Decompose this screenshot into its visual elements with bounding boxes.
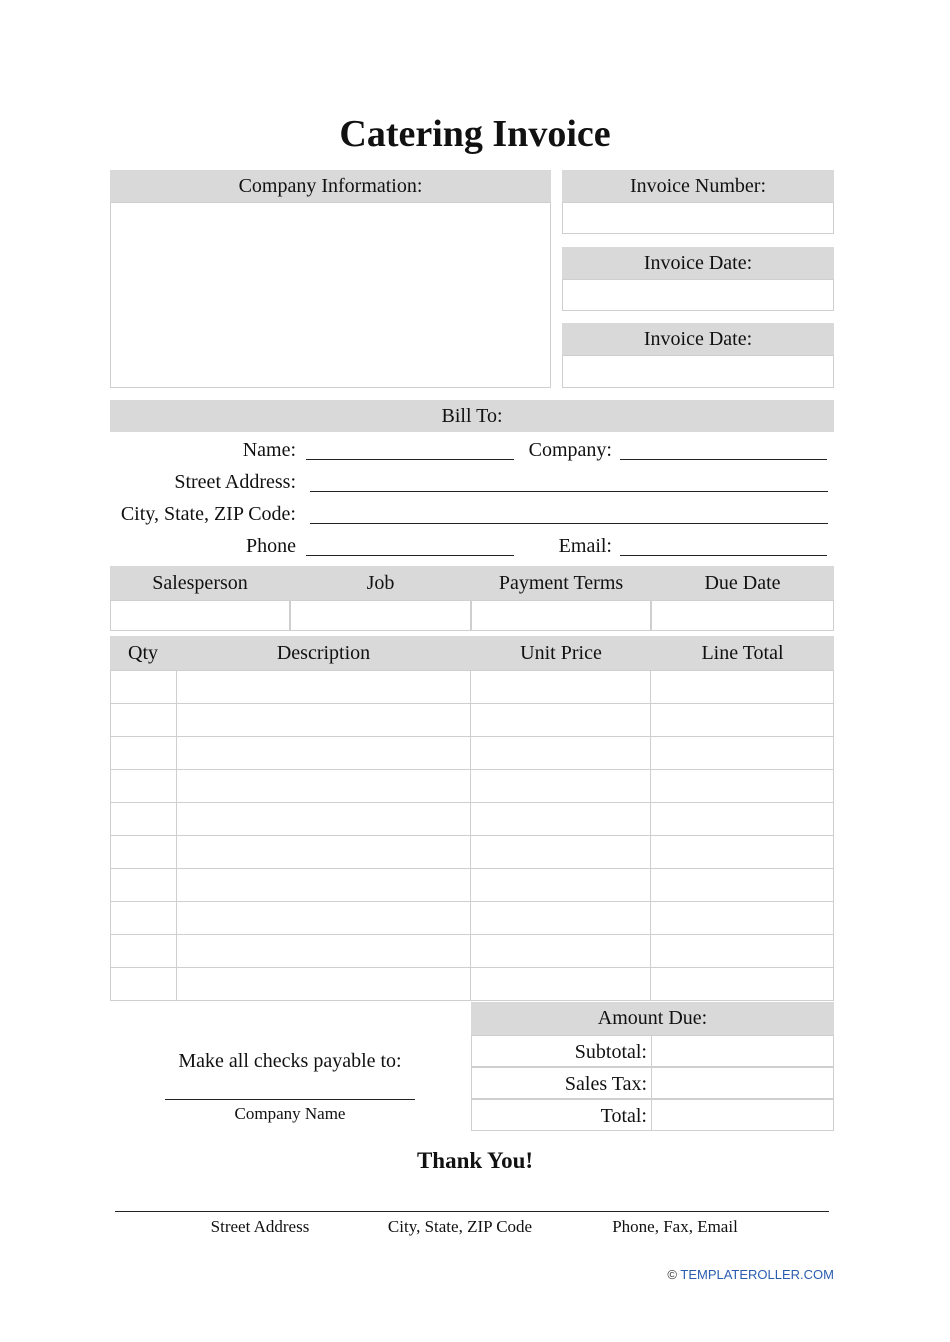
items-table-body <box>110 670 834 1001</box>
bill-to-header: Bill To: <box>110 400 834 432</box>
terms-table <box>110 566 834 631</box>
unit-price-cell[interactable] <box>471 770 651 803</box>
qty-cell[interactable] <box>111 803 177 836</box>
qty-cell[interactable] <box>111 836 177 869</box>
company-input-line[interactable] <box>620 459 827 460</box>
invoice-date-box-2 <box>562 323 834 388</box>
amount-due-header: Amount Due: <box>471 1002 834 1035</box>
description-cell[interactable] <box>176 737 471 770</box>
invoice-date-label-2: Invoice Date: <box>562 323 834 355</box>
qty-cell[interactable] <box>111 968 177 1001</box>
name-input-line[interactable] <box>306 459 514 460</box>
item-row <box>111 803 834 836</box>
description-cell[interactable] <box>176 968 471 1001</box>
total-field[interactable] <box>651 1099 834 1131</box>
line-total-cell[interactable] <box>651 968 834 1001</box>
description-cell[interactable] <box>176 704 471 737</box>
footer-phone-fax-email: Phone, Fax, Email <box>612 1217 738 1236</box>
qty-cell[interactable] <box>111 704 177 737</box>
city-state-zip-label: City, State, ZIP Code: <box>120 503 296 525</box>
item-row <box>111 770 834 803</box>
company-info-box <box>110 170 551 388</box>
item-row <box>111 704 834 737</box>
sales-tax-row <box>471 1067 834 1099</box>
item-row <box>111 836 834 869</box>
street-address-label: Street Address: <box>174 471 296 493</box>
line-total-cell[interactable] <box>651 671 834 704</box>
unit-price-cell[interactable] <box>471 737 651 770</box>
unit-price-cell[interactable] <box>471 869 651 902</box>
description-cell[interactable] <box>176 770 471 803</box>
footer-city-state-zip: City, State, ZIP Code <box>387 1217 533 1236</box>
unit-price-cell[interactable] <box>471 935 651 968</box>
copyright-line <box>620 1267 834 1282</box>
sales-tax-field[interactable] <box>651 1067 834 1099</box>
unit-price-cell[interactable] <box>471 803 651 836</box>
item-row <box>111 968 834 1001</box>
description-cell[interactable] <box>176 671 471 704</box>
payment-terms-header: Payment Terms <box>471 566 651 600</box>
email-label: Email: <box>558 535 612 557</box>
line-total-cell[interactable] <box>651 803 834 836</box>
thank-you-text: Thank You! <box>416 1148 534 1173</box>
street-address-input-line[interactable] <box>310 491 828 492</box>
email-input-line[interactable] <box>620 555 827 556</box>
invoice-date-field-2[interactable] <box>562 355 834 388</box>
sales-tax-label: Sales Tax: <box>471 1067 651 1099</box>
company-info-field[interactable] <box>110 202 551 388</box>
unit-price-cell[interactable] <box>471 704 651 737</box>
footer-divider <box>115 1211 829 1212</box>
terms-table-value-row <box>110 600 834 631</box>
item-row <box>111 935 834 968</box>
due-date-field[interactable] <box>651 600 834 631</box>
unit-price-cell[interactable] <box>471 968 651 1001</box>
invoice-number-field[interactable] <box>562 202 834 234</box>
line-total-cell[interactable] <box>651 770 834 803</box>
invoice-date-label: Invoice Date: <box>562 247 834 279</box>
footer-street-address: Street Address <box>210 1217 310 1236</box>
line-total-cell[interactable] <box>651 704 834 737</box>
company-name-input-line[interactable] <box>165 1099 415 1100</box>
unit-price-cell[interactable] <box>471 902 651 935</box>
line-total-cell[interactable] <box>651 935 834 968</box>
company-label: Company: <box>528 439 612 461</box>
salesperson-header: Salesperson <box>110 566 290 600</box>
copyright-symbol: © <box>667 1267 677 1282</box>
checks-payable-text: Make all checks payable to: <box>178 1050 402 1072</box>
qty-cell[interactable] <box>111 869 177 902</box>
invoice-number-box <box>562 170 834 234</box>
subtotal-row <box>471 1035 834 1067</box>
items-table <box>110 636 834 1001</box>
phone-input-line[interactable] <box>306 555 514 556</box>
unit-price-cell[interactable] <box>471 671 651 704</box>
unit-price-cell[interactable] <box>471 836 651 869</box>
line-total-cell[interactable] <box>651 869 834 902</box>
qty-cell[interactable] <box>111 737 177 770</box>
line-total-cell[interactable] <box>651 737 834 770</box>
subtotal-field[interactable] <box>651 1035 834 1067</box>
terms-table-header-row <box>110 566 834 600</box>
due-date-header: Due Date <box>651 566 834 600</box>
qty-cell[interactable] <box>111 770 177 803</box>
templateroller-link[interactable]: TEMPLATEROLLER.COM <box>680 1267 834 1282</box>
qty-cell[interactable] <box>111 935 177 968</box>
qty-cell[interactable] <box>111 902 177 935</box>
line-total-cell[interactable] <box>651 902 834 935</box>
qty-header: Qty <box>110 636 176 670</box>
item-row <box>111 902 834 935</box>
items-table-header-row <box>110 636 834 670</box>
company-info-label: Company Information: <box>110 170 551 202</box>
salesperson-field[interactable] <box>110 600 290 631</box>
description-header: Description <box>176 636 471 670</box>
item-row <box>111 869 834 902</box>
phone-label: Phone <box>246 535 296 557</box>
description-cell[interactable] <box>176 803 471 836</box>
description-cell[interactable] <box>176 869 471 902</box>
total-label: Total: <box>471 1099 651 1131</box>
invoice-date-field[interactable] <box>562 279 834 311</box>
city-state-zip-input-line[interactable] <box>310 523 828 524</box>
subtotal-label: Subtotal: <box>471 1035 651 1067</box>
name-label: Name: <box>242 439 296 461</box>
total-row <box>471 1099 834 1131</box>
job-field[interactable] <box>290 600 471 631</box>
line-total-header: Line Total <box>651 636 834 670</box>
job-header: Job <box>290 566 471 600</box>
amount-due-box <box>471 1002 834 1131</box>
invoice-date-box <box>562 247 834 311</box>
item-row <box>111 671 834 704</box>
page-title: Catering Invoice <box>339 113 611 155</box>
description-cell[interactable] <box>176 836 471 869</box>
unit-price-header: Unit Price <box>471 636 651 670</box>
qty-cell[interactable] <box>111 671 177 704</box>
item-row <box>111 737 834 770</box>
description-cell[interactable] <box>176 935 471 968</box>
company-name-caption: Company Name <box>234 1104 346 1123</box>
payment-terms-field[interactable] <box>471 600 651 631</box>
description-cell[interactable] <box>176 902 471 935</box>
invoice-number-label: Invoice Number: <box>562 170 834 202</box>
line-total-cell[interactable] <box>651 836 834 869</box>
